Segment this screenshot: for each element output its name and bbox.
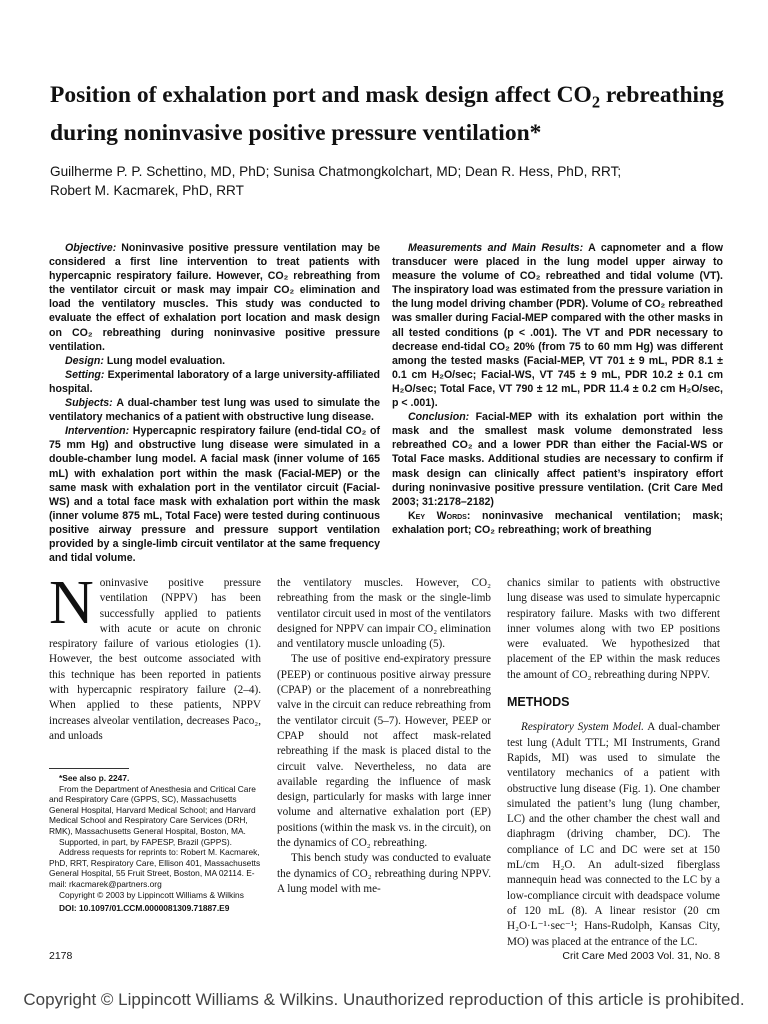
abstract-intervention: [49, 424, 380, 565]
abstract-subjects: [49, 396, 380, 424]
footnote-see-also: *See also p. 2247.: [59, 773, 130, 783]
design-text: Lung model evaluation.: [106, 354, 226, 367]
footnote-support: Supported, in part, by FAPESP, Brazil (GPPS).: [59, 836, 233, 847]
setting-text: Experimental laboratory of a large university-affiliated hospital.: [49, 368, 380, 395]
subjects-text: A dual-chamber test lung was used to simulate the ventilatory mechanics of a patient with obstructive lung disease.: [49, 397, 380, 424]
design-label: Design:: [65, 354, 104, 367]
methods-label: Respiratory System Model.: [521, 721, 644, 734]
title-text-b: rebreathing during noninvasive positive pressure ventilation*: [50, 82, 724, 146]
conclusion-label: Conclusion:: [408, 411, 470, 424]
author-line-2: Robert M. Kacmarek, PhD, RRT: [50, 183, 244, 198]
footnote-doi: DOI: 10.1097/01.CCM.0000081309.71887.E9: [59, 903, 230, 914]
intervention-text: Hypercapnic respiratory failure (end-tidal CO₂ of 75 mm Hg) and obstructive lung disease were simulated in a double-chamber lung model. A facial mask (inner volume of 165 mL) with exhalation port within the mask (Facial-MEP) or the same mask with exhalation port in the ventilator circuit (Facial-WS) and a total face mask with exhalation port within the mask (inner volume 875 mL, Total Face) were tested during continuous positive airway pressure and pressure support ventilation provided by a single-limb circuit ventilator at the same frequency and tidal volume.: [49, 425, 380, 565]
objective-text: Noninvasive positive pressure ventilation may be considered a first line intervention to treat patients with hypercapnic respiratory failure. However, CO₂ rebreathing from the ventilator circuit or mask may impair CO₂ elimination and load the ventilatory muscles. This study was conducted to evaluate the effect of exhalation port location and mask design on CO₂ rebreathing during noninvasive positive pressure ventilation.: [49, 242, 381, 353]
intro-text: oninvasive positive pressure ventilation (NPPV) has been successfully applied to patients with acute or acute on chronic respiratory failure of various etiologies (1). However, the best outcome associated with this technique has been reported in patients with hypercapnic respiratory failure (2–4). When applied to these patients, NPPV increases alveolar ventilation, decreases Paco₂, and unloads: [49, 577, 261, 742]
copyright-notice: Copyright © Lippincott Williams & Wilkins. Unauthorized reproduction of this article is prohibited.: [23, 990, 745, 1009]
footnote-affiliation: From the Department of Anesthesia and Critical Care and Respiratory Care (GPPS, SC), Massachusetts General Hospital, Harvard Medical School; and Harvard Medical School and Respiratory Care Services (DRH, RMK), Massachusetts General Hospital, Boston, MA.: [49, 783, 256, 836]
article-title: [50, 80, 740, 149]
abstract-conclusion: [392, 410, 723, 509]
col2-paragraph-1: the ventilatory muscles. However, CO₂ rebreathing from the mask or the single-limb ventilator circuit used in most of the ventilators designed for NPPV can impair CO₂ elimination and ventilatory muscle unloading (5).: [277, 577, 491, 651]
author-line-1: Guilherme P. P. Schettino, MD, PhD; Sunisa Chatmongkolchart, MD; Dean R. Hess, PhD, RRT;: [50, 164, 622, 179]
footnote-reprints: Address requests for reprints to: Robert M. Kacmarek, PhD, RRT, Respiratory Care, Ellison 401, Massachusetts General Hospital, 55 Fruit Street, Boston, MA 02114. E-mail: rkacmarek@partners.org: [49, 847, 261, 889]
abstract-design: [49, 354, 380, 368]
methods-text: A dual-chamber test lung (Adult TTL; MI Instruments, Grand Rapids, MI) was used to simulate the ventilatory mechanics of a patient with obstructive lung disease (Fig. 1). One chamber simulated the patient’s lung (lung chamber, LC) and the other chamber the chest wall and diaphragm (driving chamber, DC). The compliance of LC and DC were set at 150 mL/cm H₂O. An adult-sized fiberglass mannequin head was connected to the LC by a low-compliance circuit with deadspace volume of 120 mL (8). A linear resistor (20 cm H₂O·L⁻¹·sec⁻¹; Hans-Rudolph, Kansas City, MO) was placed at the entrance of the LC.: [507, 721, 720, 948]
footnote-copyright: Copyright © 2003 by Lippincott Williams & Wilkins: [59, 889, 244, 900]
methods-heading: METHODS: [507, 695, 570, 710]
keywords-text: noninvasive mechanical ventilation; mask; exhalation port; CO₂ rebreathing; work of breathing: [392, 509, 723, 536]
title-text-a: Position of exhalation port and mask design affect CO: [50, 82, 592, 108]
conclusion-text: Facial-MEP with its exhalation port within the mask and the smallest mask volume demonstrated less rebreathed CO₂ and a lower PDR than either the Facial-WS or Total Face masks. Additional studies are necessary to confirm if mask design can clinically affect patient’s inspiratory effort during noninvasive positive pressure ventilation. (Crit Care Med 2003; 31:2178–2182): [392, 411, 723, 508]
setting-label: Setting:: [65, 368, 105, 381]
abstract-objective: [49, 241, 380, 354]
body-column-1: [49, 569, 261, 744]
drop-cap: N: [49, 569, 94, 637]
col2-paragraph-2: The use of positive end-expiratory pressure (PEEP) or continuous positive airway pressure (CPAP) or the placement of a nonrebreathing valve in the circuit can reduce rebreathing from the ventilator circuit (5–7). However, PEEP or CPAP should not affect mask-related rebreathing if the mask is placed distal to the circuit valve. Nevertheless, no data are available regarding the influence of mask design, particularly for masks with large inner volume and alternative exhalation port (EP) positions (within the mask vs. in the circuit), on the dynamics of CO₂ rebreathing.: [277, 653, 491, 850]
abstract-measurements: [392, 241, 723, 410]
footnote-divider: [49, 768, 129, 769]
abstract-right-column: [392, 241, 723, 537]
methods-paragraph: [507, 720, 720, 949]
keywords-label: Key Words:: [408, 509, 471, 522]
measurements-text: A capnometer and a flow transducer were placed in the lung model upper airway to measure the volume of CO₂ rebreathed and tidal volume (VT). The inspiratory load was estimated from the pressure variation in the lung model driving chamber (PDR). Volume of CO₂ rebreathed was smaller during Facial-MEP compared with the other masks in all tested conditions (p < .001). The VT and PDR necessary to decrease end-tidal CO₂ 20% (from 75 to 60 mm Hg) was different among the tested masks (Facial-MEP, VT 701 ± 9 mL, PDR 8.1 ± 0.1 cm H₂O/sec; Facial-WS, VT 745 ± 9 mL, PDR 10.2 ± 0.1 cm H₂O/sec; Total Face, VT 790 ± 12 mL, PDR 11.4 ± 0.2 cm H₂O/sec, p < .001).: [392, 242, 723, 410]
col3-paragraph-1: chanics similar to patients with obstructive lung disease was used to simulate hypercapnic respiratory failure. Masks with two different inner volumes along with two EP positions were evaluated. We hypothesized that placement of the EP within the mask reduces the amount of CO₂ rebreathing during NPPV.: [507, 577, 720, 681]
journal-reference: Crit Care Med 2003 Vol. 31, No. 8: [562, 950, 720, 962]
title-subscript: 2: [591, 92, 601, 112]
body-column-2: [277, 576, 491, 897]
body-column-3: [507, 576, 720, 950]
intro-paragraph: [49, 569, 261, 744]
subjects-label: Subjects:: [65, 397, 113, 410]
measurements-label: Measurements and Main Results:: [408, 242, 584, 254]
intervention-label: Intervention:: [65, 425, 130, 438]
footnotes: [49, 768, 263, 914]
author-list: [50, 162, 740, 200]
abstract-setting: [49, 368, 380, 396]
col2-paragraph-3: This bench study was conducted to evaluate the dynamics of CO₂ rebreathing during NPPV. A lung model with me-: [277, 852, 491, 895]
abstract-left-column: [49, 241, 380, 565]
page-number: 2178: [49, 950, 73, 962]
abstract-keywords: [392, 509, 723, 537]
objective-label: Objective:: [65, 242, 117, 254]
